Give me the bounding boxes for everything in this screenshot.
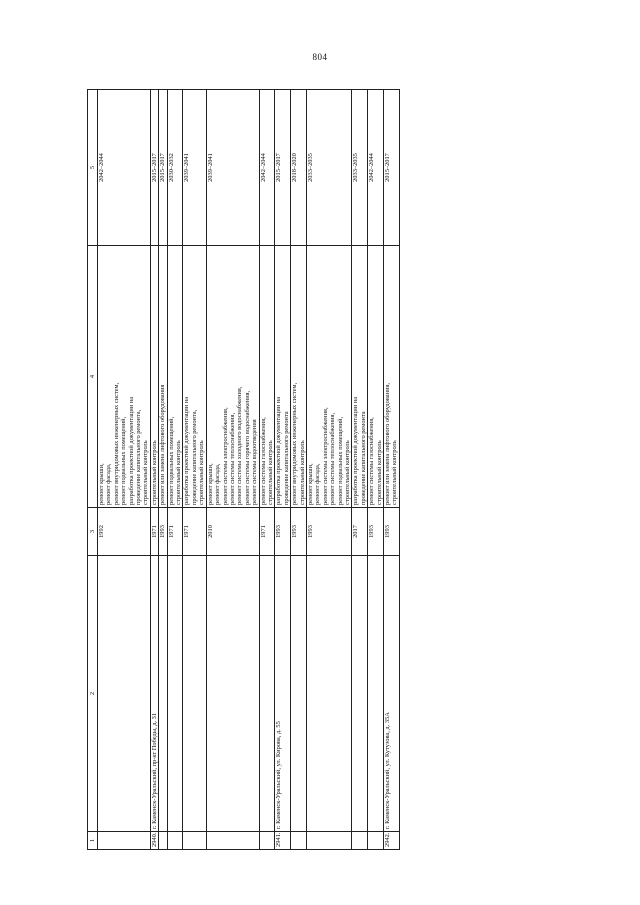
work-item: ремонт крыши, <box>98 463 105 505</box>
address-cell <box>167 556 183 832</box>
work-item: разработка проектной документации на <box>275 396 283 505</box>
row-number <box>368 832 384 850</box>
work-item: строительный контроль <box>198 440 206 505</box>
work-item: ремонт системы электроснабжения, <box>321 407 329 505</box>
work-item: строительный контроль <box>375 440 383 505</box>
work-item: строительный контроль <box>391 440 399 505</box>
work-item: разработка проектной документации на <box>183 396 191 505</box>
header-col-5: 5 <box>88 90 98 246</box>
address-cell <box>368 556 384 832</box>
row-number <box>167 832 183 850</box>
address-cell: г. Каменск-Уральский, ул. Кутузова, д. 35А <box>384 556 400 832</box>
rotated-sheet <box>87 90 597 850</box>
table-row <box>352 90 368 850</box>
work-item: строительный контроль <box>142 440 150 505</box>
works-cell <box>352 246 368 508</box>
year-cell: 1993 <box>306 508 351 556</box>
page-number: 804 <box>312 52 328 62</box>
year-cell: 2010 <box>206 508 259 556</box>
table-row <box>98 90 151 850</box>
address-cell <box>259 556 275 832</box>
year-cell: 1971 <box>150 508 158 556</box>
work-item: ремонт внутридомовых инженерных систем, <box>112 382 120 505</box>
header-col-3: 3 <box>88 508 98 556</box>
period-cell: 2042–2044 <box>98 90 151 246</box>
work-item: ремонт системы газоснабжения, <box>259 417 267 505</box>
work-item: строительный контроль <box>266 440 274 505</box>
period-cell: 2039–2041 <box>206 90 259 246</box>
address-cell <box>159 556 167 832</box>
period-cell: 2015–2017 <box>159 90 167 246</box>
works-cell <box>206 246 259 508</box>
works-cell <box>150 246 158 508</box>
works-cell <box>368 246 384 508</box>
address-cell <box>291 556 307 832</box>
year-cell: 1971 <box>183 508 206 556</box>
work-item: проведение капитального ремонта <box>282 411 290 505</box>
address-cell <box>98 556 151 832</box>
row-number <box>98 832 151 850</box>
header-col-4: 4 <box>88 246 98 508</box>
address-cell: г. Каменск-Уральский, пр-кт Победы, д. 31 <box>150 556 158 832</box>
period-cell: 2015–2017 <box>275 90 291 246</box>
year-cell: 1992 <box>98 508 151 556</box>
table-row <box>384 90 400 850</box>
works-cell <box>167 246 183 508</box>
work-item: ремонт подвальных помещений, <box>120 416 128 505</box>
year-cell: 1993 <box>384 508 400 556</box>
work-item: ремонт системы холодного водоснабжения, <box>236 386 244 505</box>
works-cell <box>384 246 400 508</box>
row-number <box>259 832 275 850</box>
works-cell <box>98 246 151 508</box>
work-item: проведение капитального ремонта <box>359 411 367 505</box>
work-item: ремонт крыши, <box>206 463 214 505</box>
year-cell: 1993 <box>159 508 167 556</box>
year-cell: 2017 <box>352 508 368 556</box>
works-cell <box>259 246 275 508</box>
row-number <box>352 832 368 850</box>
period-cell: 2042–2044 <box>368 90 384 246</box>
work-item: проведение капитального ремонта, <box>190 409 198 505</box>
works-cell <box>275 246 291 508</box>
period-cell: 2018–2020 <box>291 90 307 246</box>
work-item: строительный контроль <box>150 440 158 505</box>
work-item: строительный контроль <box>344 440 351 505</box>
address-cell: г. Каменск-Уральский, ул. Кирова, д. 55 <box>275 556 291 832</box>
header-row <box>88 90 98 850</box>
work-item: ремонт крыши, <box>306 463 314 505</box>
address-cell <box>306 556 351 832</box>
year-cell: 1971 <box>259 508 275 556</box>
row-number <box>291 832 307 850</box>
works-cell <box>159 246 167 508</box>
work-item: ремонт системы газоснабжения, <box>368 417 376 505</box>
table-row <box>275 90 291 850</box>
work-item: ремонт фасада, <box>314 463 322 505</box>
row-number <box>183 832 206 850</box>
work-item: разработка проектной документации на <box>352 396 360 505</box>
row-number <box>306 832 351 850</box>
work-item: ремонт системы электроснабжения, <box>221 407 229 505</box>
address-cell <box>352 556 368 832</box>
table-row <box>259 90 275 850</box>
year-cell: 1993 <box>275 508 291 556</box>
table-row <box>167 90 183 850</box>
year-cell: 1993 <box>368 508 384 556</box>
year-cell: 1993 <box>291 508 307 556</box>
table-row <box>206 90 259 850</box>
work-item: строительный контроль <box>175 440 183 505</box>
header-col-2: 2 <box>88 556 98 832</box>
row-number: 2942. <box>384 832 400 850</box>
period-cell: 2015–2017 <box>384 90 400 246</box>
period-cell: 2033–2035 <box>306 90 351 246</box>
works-cell <box>183 246 206 508</box>
table-row <box>183 90 206 850</box>
work-item: ремонт подвальных помещений, <box>336 416 344 505</box>
work-item: ремонт системы горячего водоснабжения, <box>243 390 251 505</box>
row-number <box>206 832 259 850</box>
period-cell: 2039–2041 <box>183 90 206 246</box>
work-item: проведение капитального ремонта, <box>135 409 143 505</box>
period-cell: 2015–2017 <box>150 90 158 246</box>
work-item: ремонт внутридомовых инженерных систем, <box>291 382 299 505</box>
address-cell <box>206 556 259 832</box>
year-cell: 1971 <box>167 508 183 556</box>
table-row <box>291 90 307 850</box>
work-item: ремонт подвальных помещений, <box>167 416 175 505</box>
works-cell <box>291 246 307 508</box>
work-item: ремонт системы водоотведения <box>251 419 259 505</box>
work-item: ремонт или замена лифтового оборудования, <box>384 382 392 505</box>
row-number <box>159 832 167 850</box>
period-cell: 2030–2032 <box>167 90 183 246</box>
period-cell: 2042–2044 <box>259 90 275 246</box>
table-row <box>159 90 167 850</box>
work-item: ремонт фасада, <box>105 463 113 505</box>
period-cell: 2033–2035 <box>352 90 368 246</box>
header-col-1: 1 <box>88 832 98 850</box>
work-item: разработка проектной документации на <box>127 396 135 505</box>
work-item: ремонт или замена лифтового оборудования <box>159 384 167 505</box>
work-item: ремонт системы теплоснабжения, <box>228 412 236 505</box>
work-item: ремонт фасада, <box>214 463 222 505</box>
table-row <box>150 90 158 850</box>
address-cell <box>183 556 206 832</box>
table-row <box>368 90 384 850</box>
table-body <box>98 90 400 850</box>
row-number: 2941. <box>275 832 291 850</box>
work-item: строительный контроль <box>298 440 306 505</box>
table-row <box>306 90 351 850</box>
row-number: 2940. <box>150 832 158 850</box>
capital-repair-table <box>87 89 400 850</box>
works-cell <box>306 246 351 508</box>
work-item: ремонт системы теплоснабжения, <box>329 412 337 505</box>
